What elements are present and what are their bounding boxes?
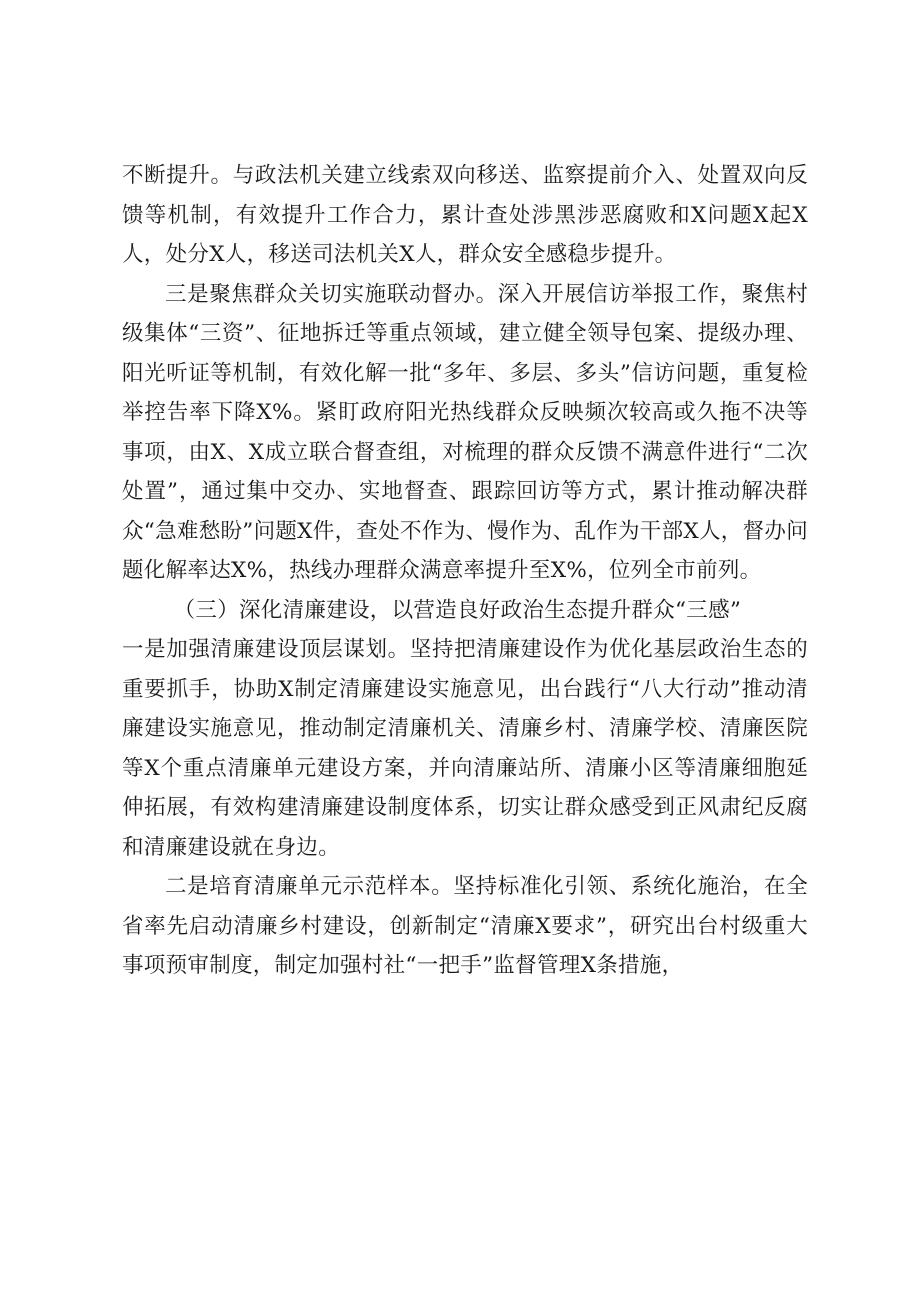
document-page (122, 156, 808, 986)
section-heading-3: （三）深化清廉建设，以营造良好政治生态提升群众“三感” (173, 597, 742, 623)
paragraph-continuation: 不断提升。与政法机关建立线索双向移送、监察提前介入、处置双向反馈等机制，有效提升工作合力，累计查处涉黑涉恶腐败和X问题X起X人，处分X人，移送司法机关X人，群众安全感稳步提升。 (122, 163, 808, 267)
paragraph-top-level-planning: 一是加强清廉建设顶层谋划。坚持把清廉建设作为优化基层政治生态的重要抓手，协助X制定清廉建设实施意见，出台践行“八大行动”推动清廉建设实施意见，推动制定清廉机关、清廉乡村、清廉学校、清廉医院等X个重点清廉单元建设方案，并向清廉站所、清廉小区等清廉细胞延伸拓展，有效构建清廉建设制度体系，切实让群众感受到正风肃纪反腐和清廉建设就在身边。 (122, 637, 808, 860)
paragraph-focus-masses: 三是聚焦群众关切实施联动督办。深入开展信访举报工作，聚焦村级集体“三资”、征地拆迁等重点领域，建立健全领导包案、提级办理、阳光听证等机制，有效化解一批“多年、多层、多头”信访问题，重复检举控告率下降X%。紧盯政府阳光热线群众反映频次较高或久拖不决等事项，由X、X成立联合督查组，对梳理的群众反馈不满意件进行“二次处置”，通过集中交办、实地督查、跟踪回访等方式，累计推动解决群众“急难愁盼”问题X件，查处不作为、慢作为、乱作为干部X人，督办问题化解率达X%，热线办理群众满意率提升至X%，位列全市前列。 (122, 281, 808, 583)
paragraph-demonstration-samples: 二是培育清廉单元示范样本。坚持标准化引领、系统化施治，在全省率先启动清廉乡村建设，创新制定“清廉X要求”，研究出台村级重大事项预审制度，制定加强村社“一把手”监督管理X条措施， (122, 874, 808, 978)
